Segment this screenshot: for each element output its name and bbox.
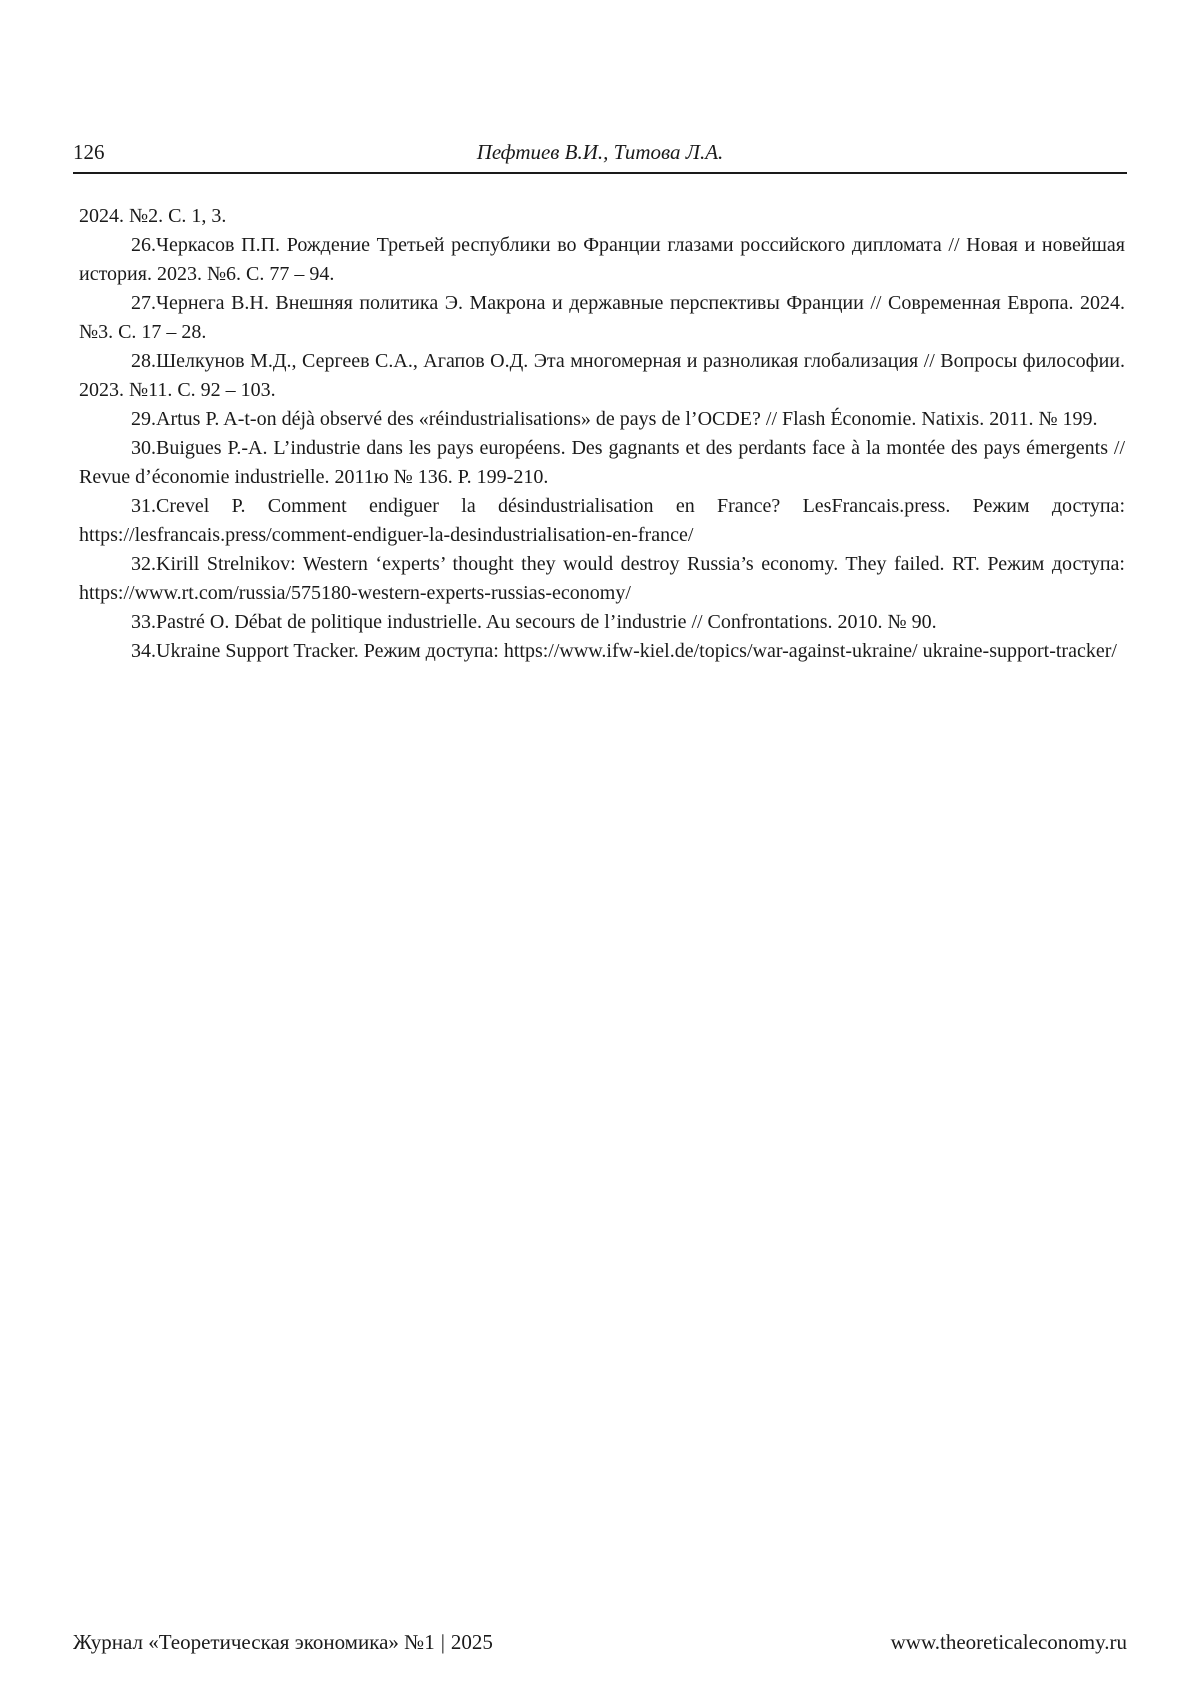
reference-text: Ukraine Support Tracker. Режим доступа: https://www.ifw-kiel.de/topics/war-against-ukraine/ ukraine-support-tracker/ <box>156 640 1117 662</box>
reference-item <box>79 347 1125 405</box>
reference-list <box>79 202 1125 666</box>
reference-text: Чернега В.Н. Внешняя политика Э. Макрона и державные перспективы Франции // Современная Европа. 2024. №3. С. 17 – 28. <box>79 292 1125 343</box>
reference-number: 29. <box>131 408 156 430</box>
reference-item <box>79 231 1125 289</box>
journal-info <box>73 1630 493 1655</box>
reference-number: 27. <box>131 292 156 314</box>
reference-item <box>79 289 1125 347</box>
reference-number: 28. <box>131 350 156 372</box>
journal-website-link[interactable]: www.theoreticaleconomy.ru <box>890 1630 1127 1654</box>
reference-text: Kirill Strelnikov: Western ‘experts’ thought they would destroy Russia’s economy. They failed. RT. Режим доступа: https://www.rt.com/russia/575180-western-experts-russias-economy/ <box>79 553 1125 604</box>
reference-number: 33. <box>131 611 156 633</box>
reference-number: 31. <box>131 495 156 517</box>
reference-number: 30. <box>131 437 156 459</box>
page-number: 126 <box>73 140 105 164</box>
reference-item <box>79 492 1125 550</box>
reference-item <box>79 405 1125 434</box>
journal-year: 2025 <box>450 1630 493 1654</box>
reference-number: 34. <box>131 640 156 662</box>
reference-text: Шелкунов М.Д., Сергеев С.А., Агапов О.Д. Эта многомерная и разноликая глобализация // Вопросы философии. 2023. №11. С. 92 – 103. <box>79 350 1125 401</box>
journal-title: Журнал «Теоретическая экономика» №1 <box>73 1630 435 1654</box>
reference-text: Crevel P. Comment endiguer la désindustrialisation en France? LesFrancais.press. Режим доступа: https://lesfrancais.press/comment-endiguer-la-desindustrialisation-en-france/ <box>79 495 1125 546</box>
reference-number: 32. <box>131 553 156 575</box>
reference-number: 26. <box>131 234 156 256</box>
reference-text: Buigues P.-A. L’industrie dans les pays européens. Des gagnants et des perdants face à la montée des pays émergents // Revue d’économie industrielle. 2011ю № 136. P. 199-210. <box>79 437 1125 488</box>
reference-item <box>79 434 1125 492</box>
footer-separator: | <box>440 1630 445 1654</box>
page-header <box>73 138 1127 174</box>
reference-item <box>79 550 1125 608</box>
reference-text: Artus P. A-t-on déjà observé des «réindustrialisations» de pays de l’OCDE? // Flash Économie. Natixis. 2011. № 199. <box>156 408 1098 430</box>
page-footer <box>73 1630 1127 1660</box>
reference-text: Pastré O. Débat de politique industrielle. Au secours de l’industrie // Confrontations. 2010. № 90. <box>156 611 937 633</box>
reference-continuation: 2024. №2. С. 1, 3. <box>79 205 227 227</box>
reference-item <box>79 637 1125 666</box>
reference-item <box>79 608 1125 637</box>
reference-text: Черкасов П.П. Рождение Третьей республики во Франции глазами российского дипломата // Новая и новейшая история. 2023. №6. С. 77 – 94. <box>79 234 1125 285</box>
running-head-authors: Пефтиев В.И., Титова Л.А. <box>476 140 724 164</box>
